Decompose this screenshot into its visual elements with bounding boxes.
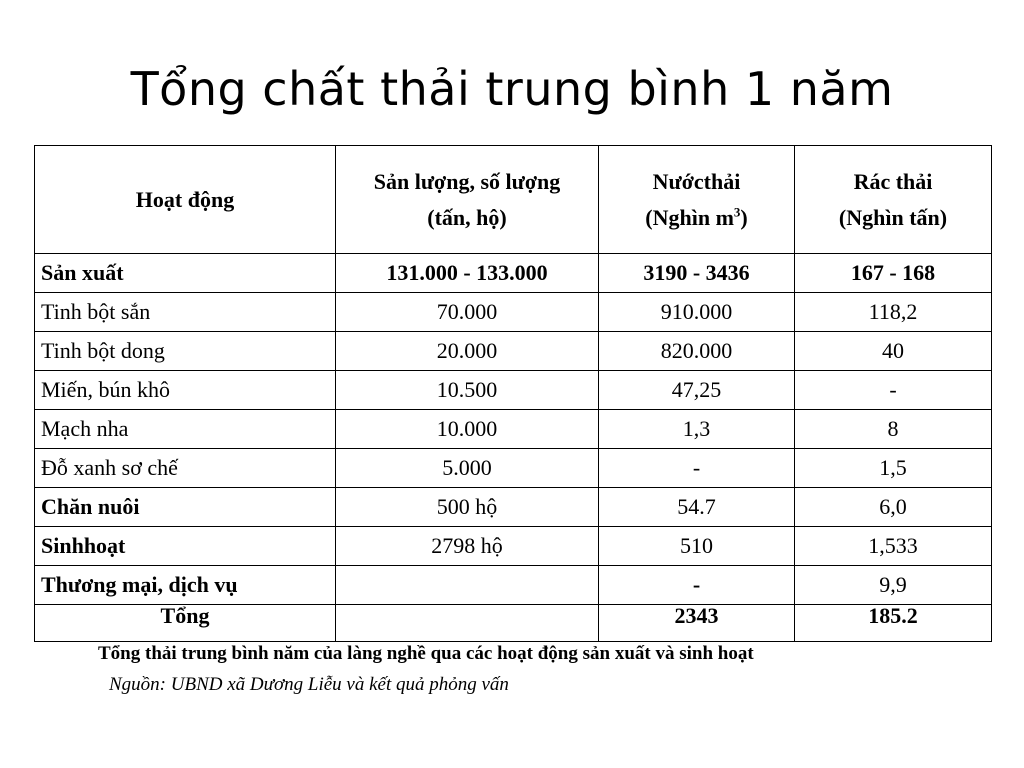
header-solid-line1: Rác thải <box>853 168 933 194</box>
cell-activity: Sinhhoạt <box>35 527 336 566</box>
table-header-row <box>35 146 992 254</box>
cell-output: 10.500 <box>336 371 599 410</box>
cell-solid-waste: 118,2 <box>795 293 992 332</box>
cell-activity: Tinh bột dong <box>35 332 336 371</box>
cell-output: 20.000 <box>336 332 599 371</box>
table-row <box>35 488 992 527</box>
cell-activity: Thương mại, dịch vụ <box>35 566 336 605</box>
cell-wastewater: 3190 - 3436 <box>599 254 795 293</box>
cell-output: 2798 hộ <box>336 527 599 566</box>
source-note: Nguồn: UBND xã Dương Liễu và kết quả phỏng vấn <box>109 674 509 695</box>
header-activity <box>35 146 336 254</box>
cell-wastewater: 54.7 <box>599 488 795 527</box>
table-row <box>35 371 992 410</box>
cell-solid-waste: 1,533 <box>795 527 992 566</box>
header-solid-waste <box>795 146 992 254</box>
cell-activity: Mạch nha <box>35 410 336 449</box>
header-output-line1: Sản lượng, số lượng <box>373 168 561 194</box>
cell-output: 10.000 <box>336 410 599 449</box>
cell-activity: Miến, bún khô <box>35 371 336 410</box>
cell-wastewater: 1,3 <box>599 410 795 449</box>
cell-solid-waste: 9,9 <box>795 566 992 605</box>
table-row <box>35 566 992 605</box>
cell-wastewater: 510 <box>599 527 795 566</box>
cell-wastewater: - <box>599 566 795 605</box>
header-solid-line2: (Nghìn tấn) <box>838 204 948 230</box>
cell-activity: Tinh bột sắn <box>35 293 336 332</box>
header-wastewater-line2: (Nghìn m <box>645 204 734 230</box>
table-row <box>35 293 992 332</box>
cell-solid-waste: - <box>795 371 992 410</box>
cell-solid-waste: 6,0 <box>795 488 992 527</box>
cell-output <box>336 605 599 642</box>
cell-activity: Tổng <box>35 605 336 642</box>
cell-output: 70.000 <box>336 293 599 332</box>
header-wastewater-close: ) <box>740 204 748 230</box>
cell-output: 5.000 <box>336 449 599 488</box>
table-row <box>35 332 992 371</box>
table-caption: Tổng thải trung bình năm của làng nghề qua các hoạt động sản xuất và sinh hoạt <box>98 643 754 664</box>
header-activity-label: Hoạt động <box>135 186 235 212</box>
table-row <box>35 254 992 293</box>
cell-activity: Chăn nuôi <box>35 488 336 527</box>
cell-wastewater: 820.000 <box>599 332 795 371</box>
cell-solid-waste: 40 <box>795 332 992 371</box>
waste-table <box>34 145 992 642</box>
table-row-total <box>35 605 992 642</box>
cell-solid-waste: 8 <box>795 410 992 449</box>
cell-solid-waste: 185.2 <box>795 605 992 642</box>
cell-solid-waste: 167 - 168 <box>795 254 992 293</box>
cell-output: 131.000 - 133.000 <box>336 254 599 293</box>
table-row <box>35 449 992 488</box>
cell-output: 500 hộ <box>336 488 599 527</box>
slide-title: Tổng chất thải trung bình 1 năm <box>130 62 894 116</box>
cell-output <box>336 566 599 605</box>
cell-activity: Sản xuất <box>35 254 336 293</box>
cell-wastewater: - <box>599 449 795 488</box>
cell-activity: Đỗ xanh sơ chế <box>35 449 336 488</box>
cell-wastewater: 2343 <box>599 605 795 642</box>
table-row <box>35 410 992 449</box>
cell-solid-waste: 1,5 <box>795 449 992 488</box>
cell-wastewater: 47,25 <box>599 371 795 410</box>
cell-wastewater: 910.000 <box>599 293 795 332</box>
header-wastewater <box>599 146 795 254</box>
header-output <box>336 146 599 254</box>
header-wastewater-line1: Nướcthải <box>652 168 741 194</box>
header-wastewater-sup: 3 <box>733 204 741 220</box>
table-row <box>35 527 992 566</box>
header-output-line2: (tấn, hộ) <box>427 204 507 230</box>
